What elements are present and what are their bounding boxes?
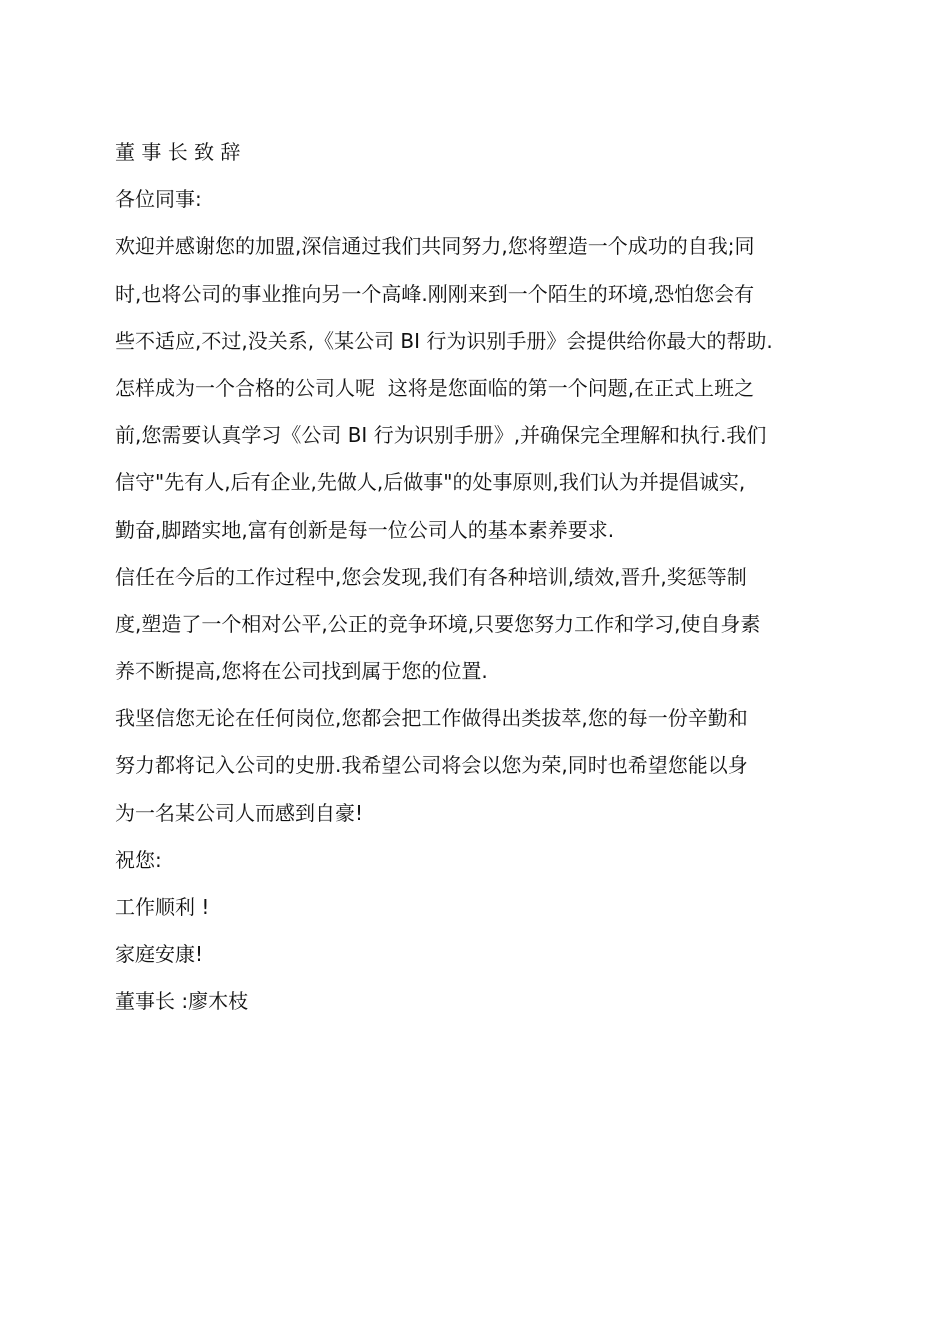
text-line: 我坚信您无论在任何岗位,您都会把工作做得出类拔萃,您的每一份辛勤和 [115,706,748,731]
paragraph-belief [115,703,840,827]
text-line: 勤奋,脚踏实地,富有创新是每一位公司人的基本素养要求. [115,517,615,542]
text-line: 欢迎并感谢您的加盟,深信通过我们共同努力,您将塑造一个成功的自我;同 [115,234,755,259]
paragraph-welcome [115,231,840,544]
text-line: 养不断提高,您将在公司找到属于您的位置. [115,659,488,684]
letter-greeting: 各位同事: [115,187,202,212]
text-line: 为一名某公司人而感到自豪! [115,800,364,825]
letter-body [115,137,840,1034]
letter-signature: 董事长 :廖木枝 [115,989,249,1014]
text-line: 努力都将记入公司的史册.我希望公司将会以您为荣,同时也希望您能以身 [115,753,748,778]
letter-closing: 祝您: [115,847,162,872]
text-line: 信任在今后的工作过程中,您会发现,我们有各种培训,绩效,晋升,奖惩等制 [115,564,747,589]
text-line: 信守"先有人,后有企业,先做人,后做事"的处事原则,我们认为并提倡诚实, [115,470,746,495]
paragraph-trust [115,562,840,686]
text-line: 时,也将公司的事业推向另一个高峰.刚刚来到一个陌生的环境,恐怕您会有 [115,281,755,306]
letter-title: 董 事 长 致 辞 [115,140,241,164]
wish-family: 家庭安康! [115,942,204,967]
text-line: 怎样成为一个合格的公司人呢 这将是您面临的第一个问题,在正式上班之 [115,375,755,400]
text-line: 前,您需要认真学习《公司 BI 行为识别手册》,并确保完全理解和执行.我们 [115,423,767,448]
text-line: 度,塑造了一个相对公平,公正的竞争环境,只要您努力工作和学习,使自身素 [115,611,761,636]
text-line: 些不适应,不过,没关系,《某公司 BI 行为识别手册》会提供给你最大的帮助. [115,328,773,353]
wish-work: 工作顺利 ! [115,895,210,919]
